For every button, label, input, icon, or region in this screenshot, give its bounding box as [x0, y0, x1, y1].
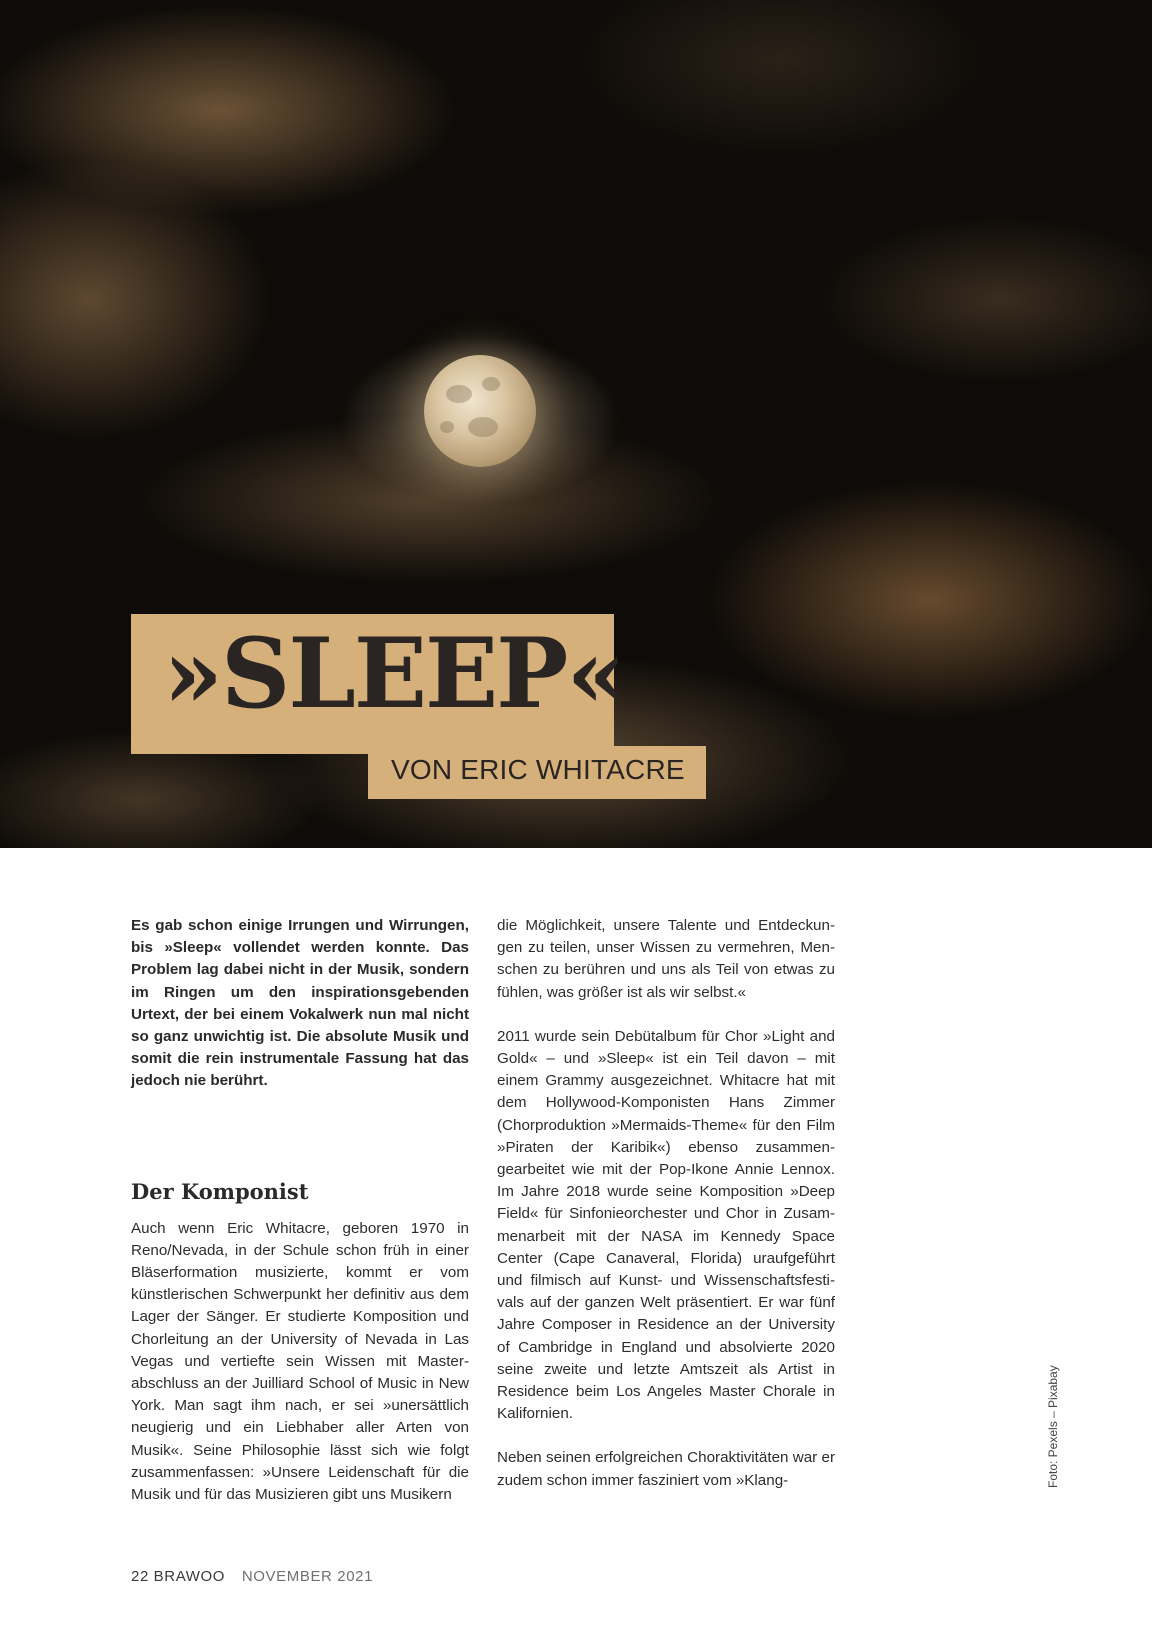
body-paragraph: die Möglichkeit, unsere Talente und Entdeckungen zu teilen, unser Wissen zu vermehren, Menschen zu berühren und uns als Teil von etwas zu fühlen, was größer ist als wir selbst.« [497, 917, 835, 1001]
magazine-name: BRAWOO [153, 1568, 226, 1585]
text-column-right [497, 915, 835, 1492]
article-title: »SLEEP« [163, 617, 625, 730]
section-heading: Der Komponist [131, 1178, 309, 1204]
photo-credit: Foto: Pexels – Pixabay [1046, 1365, 1060, 1488]
article-subtitle: VON ERIC WHITACRE [391, 754, 685, 785]
lead-paragraph: Es gab schon einige Irrungen und Wirrungen, bis »Sleep« vollendet werden konnte. Das Problem lag dabei nicht in der Musik, sondern im Ringen um den inspirationsgebenden Urtext, der bei einem Vokalwerk nun mal nicht so ganz unwichtig ist. Die absolute Musik und somit die rein instrumentale Fassung hat das jedoch nie berührt. [131, 917, 469, 1090]
page-footer [131, 1568, 373, 1586]
page-number: 22 [131, 1568, 149, 1585]
full-moon [424, 355, 536, 467]
issue-date: NOVEMBER 2021 [241, 1568, 374, 1585]
moon-crater [468, 417, 498, 437]
text-column-left [131, 915, 469, 1506]
moon-crater [482, 377, 500, 391]
body-paragraph: Neben seinen erfolgreichen Choraktivitäten war er zudem schon immer fasziniert vom »Klang- [497, 1449, 835, 1489]
body-paragraph: 2011 wurde sein Debütalbum für Chor »Light and Gold« – und »Sleep« ist ein Teil davon – mit einem Grammy ausgezeichnet. Whitacre hat mit dem Hollywood-Komponisten Hans Zimmer (Chorproduktion »Mermaids-Theme« für den Film »Piraten der Karibik«) ebenso zusammengearbeitet wie mit der Pop-Ikone Annie Lennox. Im Jahre 2018 wurde seine Komposition »Deep Field« für Sinfonieorchester und Chor in Zusammenarbeit mit der NASA im Kennedy Space Center (Cape Canaveral, Florida) uraufgeführt und filmisch auf Kunst- und Wissenschaftsfestivals auf der ganzen Welt präsentiert. Er war fünf Jahre Composer in Residence an der University of Cambridge in England und absolvierte 2020 seine zweite und letzte Amtszeit als Artist in Residence beim Los Angeles Master Chorale in Kalifornien. [497, 1027, 835, 1423]
body-paragraph: Auch wenn Eric Whitacre, geboren 1970 in Reno/Nevada, in der Schule schon früh in einer Bläserformation musizierte, kommt er vom künstlerischen Schwerpunkt her definitiv aus dem Lager der Sänger. Er studierte Komposition und Chorleitung an der University of Nevada in Las Vegas und vertiefte sein Wissen mit Masterabschluss an der Juilliard School of Music in New York. Man sagt ihm nach, er sei »unersättlich neugierig und ein Liebhaber aller Arten von Musik«. Seine Philosophie lässt sich wie folgt zusammenfassen: »Unsere Leidenschaft für die Musik und für das Musizieren gibt uns Musikern [131, 1219, 469, 1504]
moon-crater [440, 421, 454, 433]
moon-crater [446, 385, 472, 403]
